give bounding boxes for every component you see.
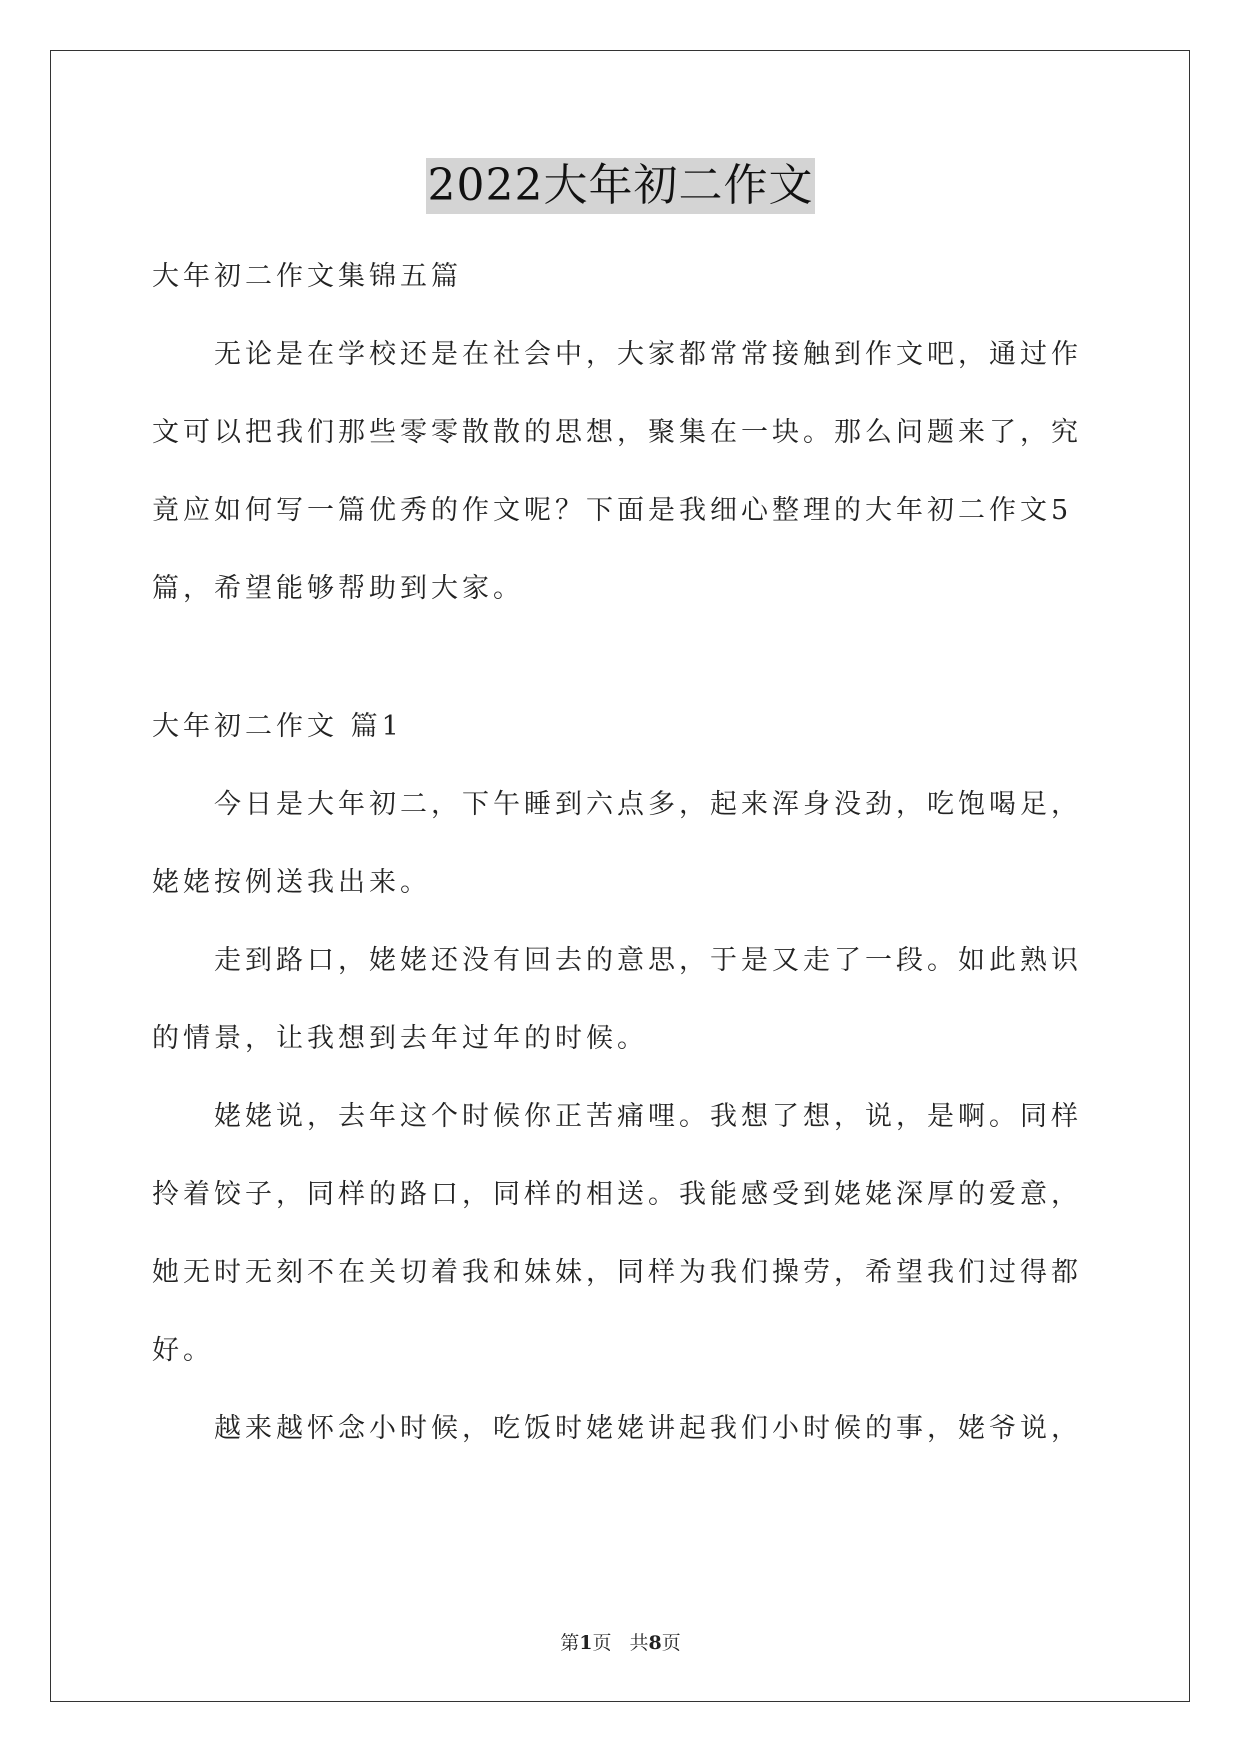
page-total: 8 — [648, 1632, 662, 1654]
paragraph: 大年初二作文集锦五篇 — [152, 261, 462, 292]
paragraph: 走到路口，姥姥还没有回去的意思，于是又走了一段。如此熟识的情景，让我想到去年过年的时候。 — [152, 945, 1082, 1054]
paragraph: 姥姥说，去年这个时候你正苦痛哩。我想了想，说，是啊。同样拎着饺子，同样的路口，同样的相送。我能感受到姥姥深厚的爱意，她无时无刻不在关切着我和妹妹，同样为我们操劳，希望我们过得都好。 — [152, 1101, 1082, 1366]
title-container — [0, 158, 1241, 214]
document-title: 2022大年初二作文 — [426, 158, 816, 214]
document-body — [152, 238, 1088, 1468]
section-heading: 大年初二作文 篇1 — [152, 711, 403, 742]
paragraph: 越来越怀念小时候，吃饭时姥姥讲起我们小时候的事，姥爷说， — [214, 1413, 1082, 1444]
page-prefix: 第 — [560, 1632, 580, 1654]
page-footer — [0, 1628, 1241, 1655]
total-suffix: 页 — [661, 1632, 681, 1654]
page-current: 1 — [579, 1632, 593, 1654]
paragraph: 无论是在学校还是在社会中，大家都常常接触到作文吧，通过作文可以把我们那些零零散散的思想，聚集在一块。那么问题来了，究竟应如何写一篇优秀的作文呢？下面是我细心整理的大年初二作文5篇，希望能够帮助到大家。 — [152, 339, 1082, 604]
page-suffix: 页 — [592, 1632, 612, 1654]
total-prefix: 共 — [629, 1632, 649, 1654]
paragraph: 今日是大年初二，下午睡到六点多，起来浑身没劲，吃饱喝足，姥姥按例送我出来。 — [152, 789, 1082, 898]
